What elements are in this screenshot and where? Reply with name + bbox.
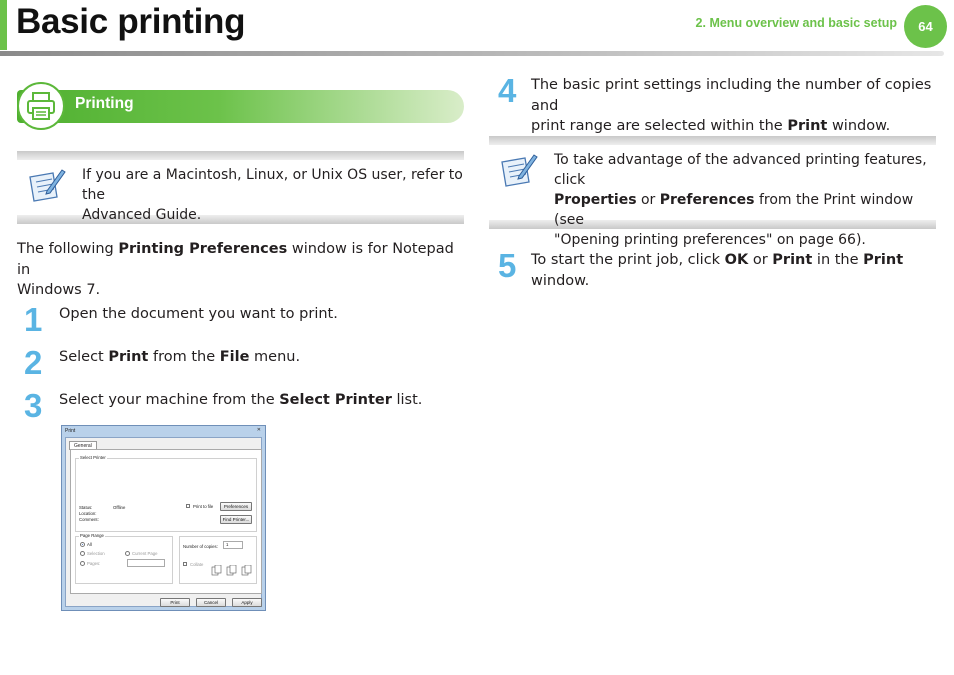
note-top-bar [489,136,936,145]
cancel-button: Cancel [196,598,226,607]
header-accent-bar [0,0,7,50]
page-range-label: Page Range [80,533,104,538]
select-printer-label: Select Printer [80,455,106,460]
step2-bold1: Print [108,349,149,365]
print-button: Print [160,598,190,607]
note-pencil-icon [499,152,539,192]
pages-input [127,559,165,567]
step5-mid1: or [748,252,773,268]
collate-label: Collate [190,562,204,567]
step5-bold2: Print [772,252,813,268]
note2-bold1: Properties [554,192,637,208]
status-value: Offline [113,505,126,510]
pages-radio [80,561,85,566]
step4-post: window. [827,118,891,134]
step5-post: window. [531,272,590,289]
step2-mid: from the [148,349,220,365]
status-label: Status: [79,505,93,510]
page-title: Basic printing [16,2,246,41]
step-number-2: 2 [24,344,43,381]
step-text-4 [531,75,941,137]
intro-paragraph [17,239,462,301]
dialog-title: Print [65,428,76,434]
step5-pre: To start the print job, click [531,252,725,268]
note2-mid: or [636,192,660,208]
dialog-body [65,437,262,607]
note-pencil-icon [27,167,67,207]
step2-post: menu. [249,349,301,365]
step-text-5 [531,250,941,291]
step2-pre: Select [59,349,109,365]
note-box-advanced [489,136,936,248]
intro-text-pre: The following [17,241,119,257]
step-number-4: 4 [498,72,517,109]
note2-bold2: Preferences [659,192,755,208]
intro-text-line2: Windows 7. [17,282,101,298]
copies-input: 1 [223,541,243,549]
current-page-label: Current Page [132,551,158,556]
pages-label: Pages: [87,561,101,566]
location-label: Location: [79,511,97,516]
all-radio [80,542,85,547]
dialog-panel [70,449,262,594]
step-number-5: 5 [498,247,517,284]
step5-bold1: OK [724,252,749,268]
close-icon: ✕ [256,427,261,433]
section-label: Printing [75,95,134,112]
step4-bold1: Print [787,118,828,134]
printer-icon [17,82,65,130]
step-text-3 [59,390,422,411]
chapter-label: 2. Menu overview and basic setup [695,16,897,30]
step5-bold3: Print [863,252,904,268]
note-box-mac [17,151,464,224]
step2-bold2: File [219,349,250,365]
step4-line1: The basic print settings including the number of copies and [531,77,932,114]
preferences-button: Preferences [220,502,252,511]
header-divider [0,51,944,56]
collate-pages-icon [211,565,255,579]
step5-mid2: in the [812,252,864,268]
step-number-1: 1 [24,301,43,338]
apply-button: Apply [232,598,262,607]
selection-label: Selection [87,551,105,556]
step3-pre: Select your machine from the [59,392,280,408]
current-page-radio [125,551,130,556]
print-to-file-checkbox [186,504,190,508]
step-text-2 [59,347,300,368]
selection-radio [80,551,85,556]
note2-line3: "Opening printing preferences" on page 66). [554,232,866,248]
print-dialog-screenshot [61,425,266,611]
all-label: All [87,542,92,547]
note-text-line1: If you are a Macintosh, Linux, or Unix OS user, refer to the [82,167,463,203]
step3-post: list. [391,392,423,408]
note-top-bar [17,151,464,160]
print-to-file-label: Print to file [193,504,214,509]
intro-text-bold: Printing Preferences [118,241,288,257]
note2-line1: To take advantage of the advanced printing features, click [554,152,927,188]
intro-text-post: window is for Notepad in [17,241,454,278]
step-number-3: 3 [24,387,43,424]
copies-label: Number of copies: [183,544,218,549]
page-number-badge: 64 [904,5,947,48]
step3-bold1: Select Printer [279,392,392,408]
step4-pre: print range are selected within the [531,118,788,134]
comment-label: Comment: [79,517,99,522]
find-printer-button: Find Printer... [220,515,252,524]
step-text-1: Open the document you want to print. [59,306,338,322]
note2-post: from the Print window (see [554,192,914,228]
note-text-line2: Advanced Guide. [82,207,202,223]
tab-general: General [69,441,97,450]
collate-checkbox [183,562,187,566]
